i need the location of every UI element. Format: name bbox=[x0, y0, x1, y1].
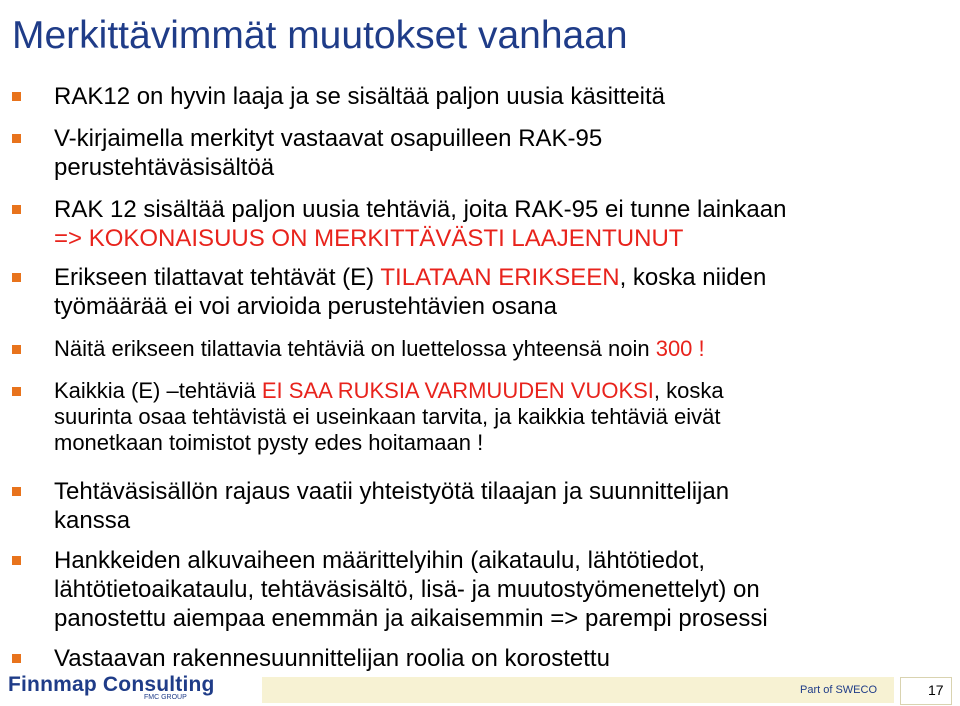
item-line: työmäärää ei voi arvioida perustehtävien osana bbox=[54, 293, 557, 320]
bullet-icon bbox=[12, 345, 21, 354]
item-line: Tehtäväsisällön rajaus vaatii yhteistyötä tilaajan ja suunnittelijan bbox=[54, 478, 730, 505]
list-item bbox=[12, 644, 954, 673]
slide-title: Merkittävimmät muutokset vanhaan bbox=[12, 14, 628, 57]
item-line bbox=[54, 336, 954, 362]
bullet-icon bbox=[12, 134, 21, 143]
list-item bbox=[12, 263, 954, 321]
item-highlight: EI SAA RUKSIA VARMUUDEN VUOKSI bbox=[261, 378, 654, 403]
logo-subtitle: FMC GROUP bbox=[144, 694, 187, 701]
bullet-icon bbox=[12, 487, 21, 496]
company-logo: Finnmap Consulting bbox=[8, 673, 215, 696]
item-line: perustehtäväsisältöä bbox=[54, 154, 275, 181]
list-item bbox=[12, 546, 954, 633]
list-item bbox=[12, 124, 954, 182]
item-line: panostettu aiempaa enemmän ja aikaisemmin => parempi prosessi bbox=[54, 605, 768, 632]
list-item bbox=[12, 336, 954, 362]
item-text: Näitä erikseen tilattavia tehtäviä on luettelossa yhteensä noin bbox=[54, 336, 656, 361]
item-line: suurinta osaa tehtävistä ei useinkaan tarvita, ja kaikkia tehtäviä eivät bbox=[54, 404, 721, 429]
bullet-icon bbox=[12, 654, 21, 663]
list-item bbox=[12, 195, 954, 253]
list-item bbox=[12, 82, 954, 111]
item-line bbox=[54, 378, 954, 404]
item-line: Hankkeiden alkuvaiheen määrittelyihin (aikataulu, lähtötiedot, bbox=[54, 547, 706, 574]
item-line: kanssa bbox=[54, 507, 131, 534]
item-line: lähtötietoaikataulu, tehtäväsisältö, lisä- ja muutostyömenettelyt) on bbox=[54, 576, 760, 603]
item-text: Kaikkia (E) –tehtäviä bbox=[54, 378, 262, 403]
bullet-icon bbox=[12, 556, 21, 565]
item-text: , koska bbox=[653, 378, 724, 403]
item-line bbox=[54, 263, 954, 292]
bullet-icon bbox=[12, 92, 21, 101]
page-number-box bbox=[900, 677, 952, 705]
part-of-label: Part of SWECO bbox=[800, 684, 878, 696]
item-line: monetkaan toimistot pysty edes hoitamaan ! bbox=[54, 430, 484, 455]
slide-footer bbox=[0, 672, 960, 706]
list-item bbox=[12, 477, 954, 535]
item-highlight: 300 ! bbox=[655, 336, 705, 361]
item-text: RAK12 on hyvin laaja ja se sisältää paljon uusia käsitteitä bbox=[54, 83, 666, 110]
item-text: Vastaavan rakennesuunnittelijan roolia on korostettu bbox=[54, 645, 610, 672]
bullet-icon bbox=[12, 205, 21, 214]
page-number: 17 bbox=[928, 682, 944, 698]
item-highlight: TILATAAN ERIKSEEN bbox=[380, 264, 620, 291]
item-line: RAK 12 sisältää paljon uusia tehtäviä, joita RAK-95 ei tunne lainkaan bbox=[54, 196, 787, 223]
item-line-highlight: => KOKONAISUUS ON MERKITTÄVÄSTI LAAJENTUNUT bbox=[54, 225, 684, 252]
item-text: Erikseen tilattavat tehtävät (E) bbox=[54, 264, 381, 291]
item-text: , koska niiden bbox=[619, 264, 767, 291]
bullet-icon bbox=[12, 387, 21, 396]
item-line: V-kirjaimella merkityt vastaavat osapuilleen RAK-95 bbox=[54, 125, 603, 152]
bullet-icon bbox=[12, 273, 21, 282]
list-item bbox=[12, 378, 954, 456]
